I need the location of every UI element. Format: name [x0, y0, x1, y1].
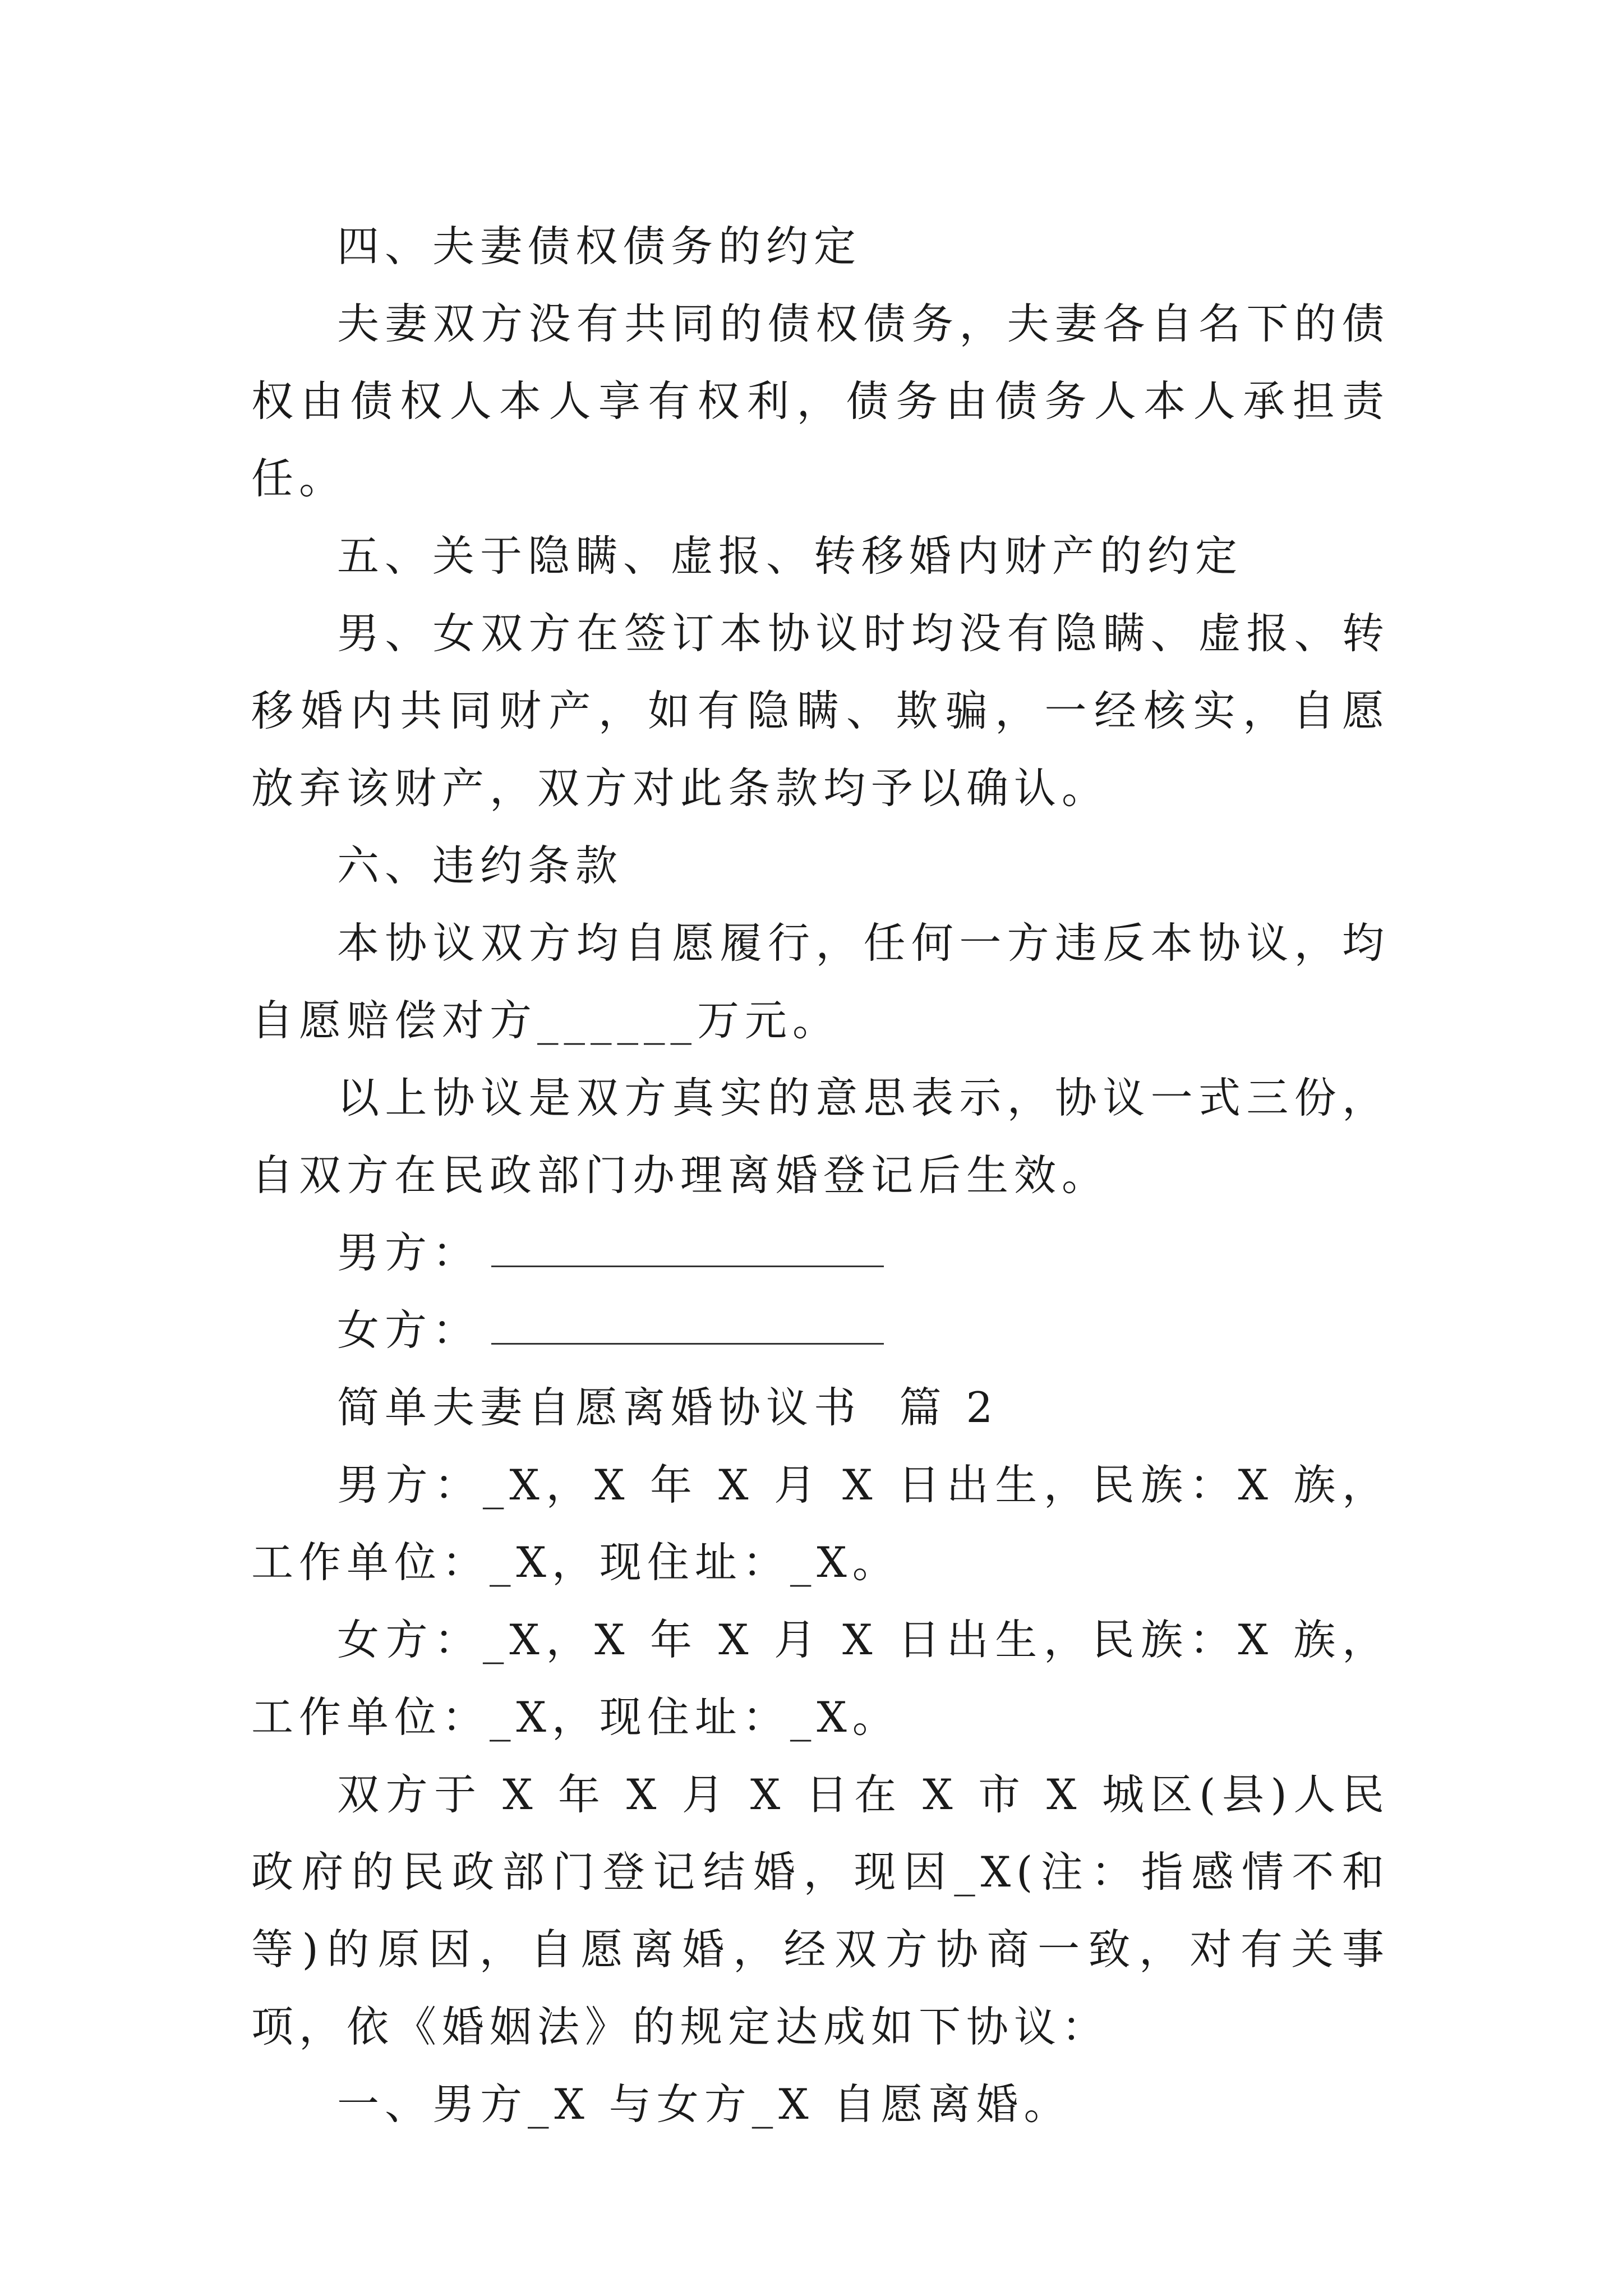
part-2-intro: 双方于 X 年 X 月 X 日在 X 市 X 城区(县)人民政府的民政部门登记结婚，现因_X(注：指感情不和等)的原因，自愿离婚，经双方协商一致，对有关事项，依《婚姻法》的规定达成如下协议： — [251, 1770, 1390, 2051]
female-signature-label: 女方： — [337, 1305, 481, 1355]
section-5-heading: 五、关于隐瞒、虚报、转移婚内财产的约定 — [337, 531, 1243, 581]
male-signature-label: 男方： — [337, 1228, 481, 1277]
part-2-male-info: 男方：_X，X 年 X 月 X 日出生，民族：X 族，工作单位：_X，现住址：_X。 — [251, 1460, 1390, 1587]
part-2-title: 简单夫妻自愿离婚协议书 篇 2 — [337, 1383, 999, 1432]
section-4-heading: 四、夫妻债权债务的约定 — [337, 222, 862, 271]
male-signature-line — [251, 1214, 1390, 1291]
document-body — [251, 208, 1390, 2143]
part-2-item-1: 一、男方_X 与女方_X 自愿离婚。 — [337, 2079, 1072, 2129]
closing-paragraph: 以上协议是双方真实的意思表示，协议一式三份，自双方在民政部门办理离婚登记后生效。 — [251, 1073, 1390, 1200]
male-signature-blank — [491, 1232, 884, 1267]
female-signature-line — [251, 1291, 1390, 1369]
section-5-body: 男、女双方在签订本协议时均没有隐瞒、虚报、转移婚内共同财产，如有隐瞒、欺骗，一经核实，自愿放弃该财产，双方对此条款均予以确认。 — [251, 609, 1390, 813]
section-6-body: 本协议双方均自愿履行，任何一方违反本协议，均自愿赔偿对方______万元。 — [251, 918, 1390, 1045]
section-6-heading: 六、违约条款 — [337, 841, 624, 890]
female-signature-blank — [491, 1309, 884, 1345]
part-2-female-info: 女方：_X，X 年 X 月 X 日出生，民族：X 族，工作单位：_X，现住址：_X。 — [251, 1615, 1390, 1742]
section-4-body: 夫妻双方没有共同的债权债务，夫妻各自名下的债权由债权人本人享有权利，债务由债务人本人承担责任。 — [251, 299, 1390, 503]
